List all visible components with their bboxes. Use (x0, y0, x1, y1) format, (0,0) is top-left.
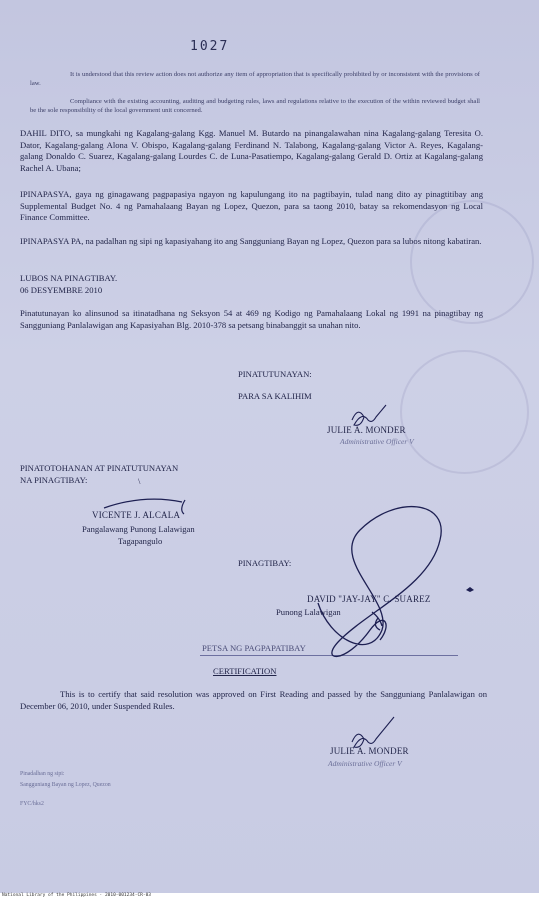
document-number: 1027 (190, 39, 230, 54)
suarez-mark (466, 587, 474, 592)
petsa-label: PETSA NG PAGPAPATIBAY (202, 643, 306, 653)
approval-date: 06 DESYEMBRE 2010 (20, 285, 103, 295)
initials: FYC/hks2 (20, 801, 44, 807)
monder-title: Administrative Officer V (340, 437, 414, 446)
cert-monder-title: Administrative Officer V (328, 759, 402, 768)
cert-monder-signature (352, 717, 394, 747)
certification-text: This is to certify that said resolution was approved on First Reading and passed by the Sangguniang Panlalawigan on December 06, 2010, under Suspended Rules. (20, 689, 487, 711)
para-ipinapasya-pa-text: na padalhan ng sipi ng kapasiyahang ito ang Sangguniang Bayan ng Lopez, Quezon para sa lubos nitong kabatiran. (83, 236, 482, 246)
review-notice-1: It is understood that this review action does not authorize any item of appropriation that is specifically prohibited by or inconsistent with the provisions of law. (30, 71, 480, 87)
alcala-title-2: Tagapangulo (118, 536, 163, 546)
para-dahil-lead: DAHIL DITO, (20, 128, 73, 138)
lubos-label: LUBOS NA PINAGTIBAY. (20, 273, 118, 283)
para-ipinapasya-pa-lead: IPINAPASYA PA, (20, 236, 84, 246)
footer-text: National Library of the Philippines · 2010-001234-CR-03 (2, 893, 152, 898)
pinatotohanan-label-2: NA PINAGTIBAY: (20, 475, 88, 485)
suarez-signature (318, 507, 441, 657)
certification-title: CERTIFICATION (213, 666, 277, 676)
para-ipinapasya-lead: IPINAPASYA, (20, 189, 72, 199)
monder-signature (352, 405, 386, 425)
alcala-title-1: Pangalawang Punong Lalawigan (82, 524, 195, 534)
pinagtibay-label: PINAGTIBAY: (238, 558, 292, 568)
para-dahil-text: sa mungkahi ng Kagalang-galang Kgg. Manuel M. Butardo na pinangalawahan nina Kagalang-galang Teresita O. Dator, Kagalang-galang Alona V. Obispo, Kagalang-galang Ferdinand N. Talabong, Kagalang-galang Victor A. Reyes, Kagalang-galang Donaldo C. Suarez, Kagalang-galang Lourdes C. de Luna-Pasatiempo, Kagalang-galang Gerald D. Ortiz at Kagalang-galang Rachel A. Ubana; (20, 128, 483, 173)
para-sa-kalihim-label: PARA SA KALIHIM (238, 391, 312, 401)
pinatotohanan-label-1: PINATOTOHANAN AT PINATUTUNAYAN (20, 463, 179, 473)
suarez-title: Punong Lalawigan (276, 607, 341, 617)
para-pinatutunayan: Pinatutunayan ko alinsunod sa itinatadhana ng Seksyon 54 at 469 ng Kodigo ng Pamahalaang Lokal ng 1991 na pinagtibay ng Sangguniang Panlalawigan ang Kapasiyahan Blg. 2010-378 sa petsang binabanggit sa unahan nito. (20, 308, 483, 330)
review-notice-2: Compliance with the existing accounting, auditing and budgeting rules, laws and regulations relative to the execution of the within reviewed budget shall be the sole responsibility of the local government unit concerned. (30, 98, 480, 114)
cc-line-2: Sangguniang Bayan ng Lopez, Quezon (20, 782, 111, 788)
alcala-signature (104, 499, 185, 514)
suarez-name: DAVID "JAY-JAY" C. SUAREZ (307, 594, 431, 604)
monder-name: JULIE A. MONDER (327, 425, 406, 435)
pinatutunayan-label: PINATUTUNAYAN: (238, 369, 312, 379)
cc-line-1: Pinadalhan ng sipi: (20, 771, 65, 777)
alcala-name: VICENTE J. ALCALA (92, 510, 181, 520)
pinatotohanan-mark: \ (138, 476, 141, 486)
para-ipinapasya-text: gaya ng ginagawang pagpapasiya ngayon ng kapulungang ito na pagtibayin, tulad nang dito ay pinagtitibay ang Supplemental Budget No. 4 ng Pamahalaang Bayan ng Lopez, Quezon, para sa taong 2010, batay sa rekomendasyon ng Local Finance Committee. (20, 189, 483, 223)
cert-monder-name: JULIE A. MONDER (330, 746, 409, 756)
